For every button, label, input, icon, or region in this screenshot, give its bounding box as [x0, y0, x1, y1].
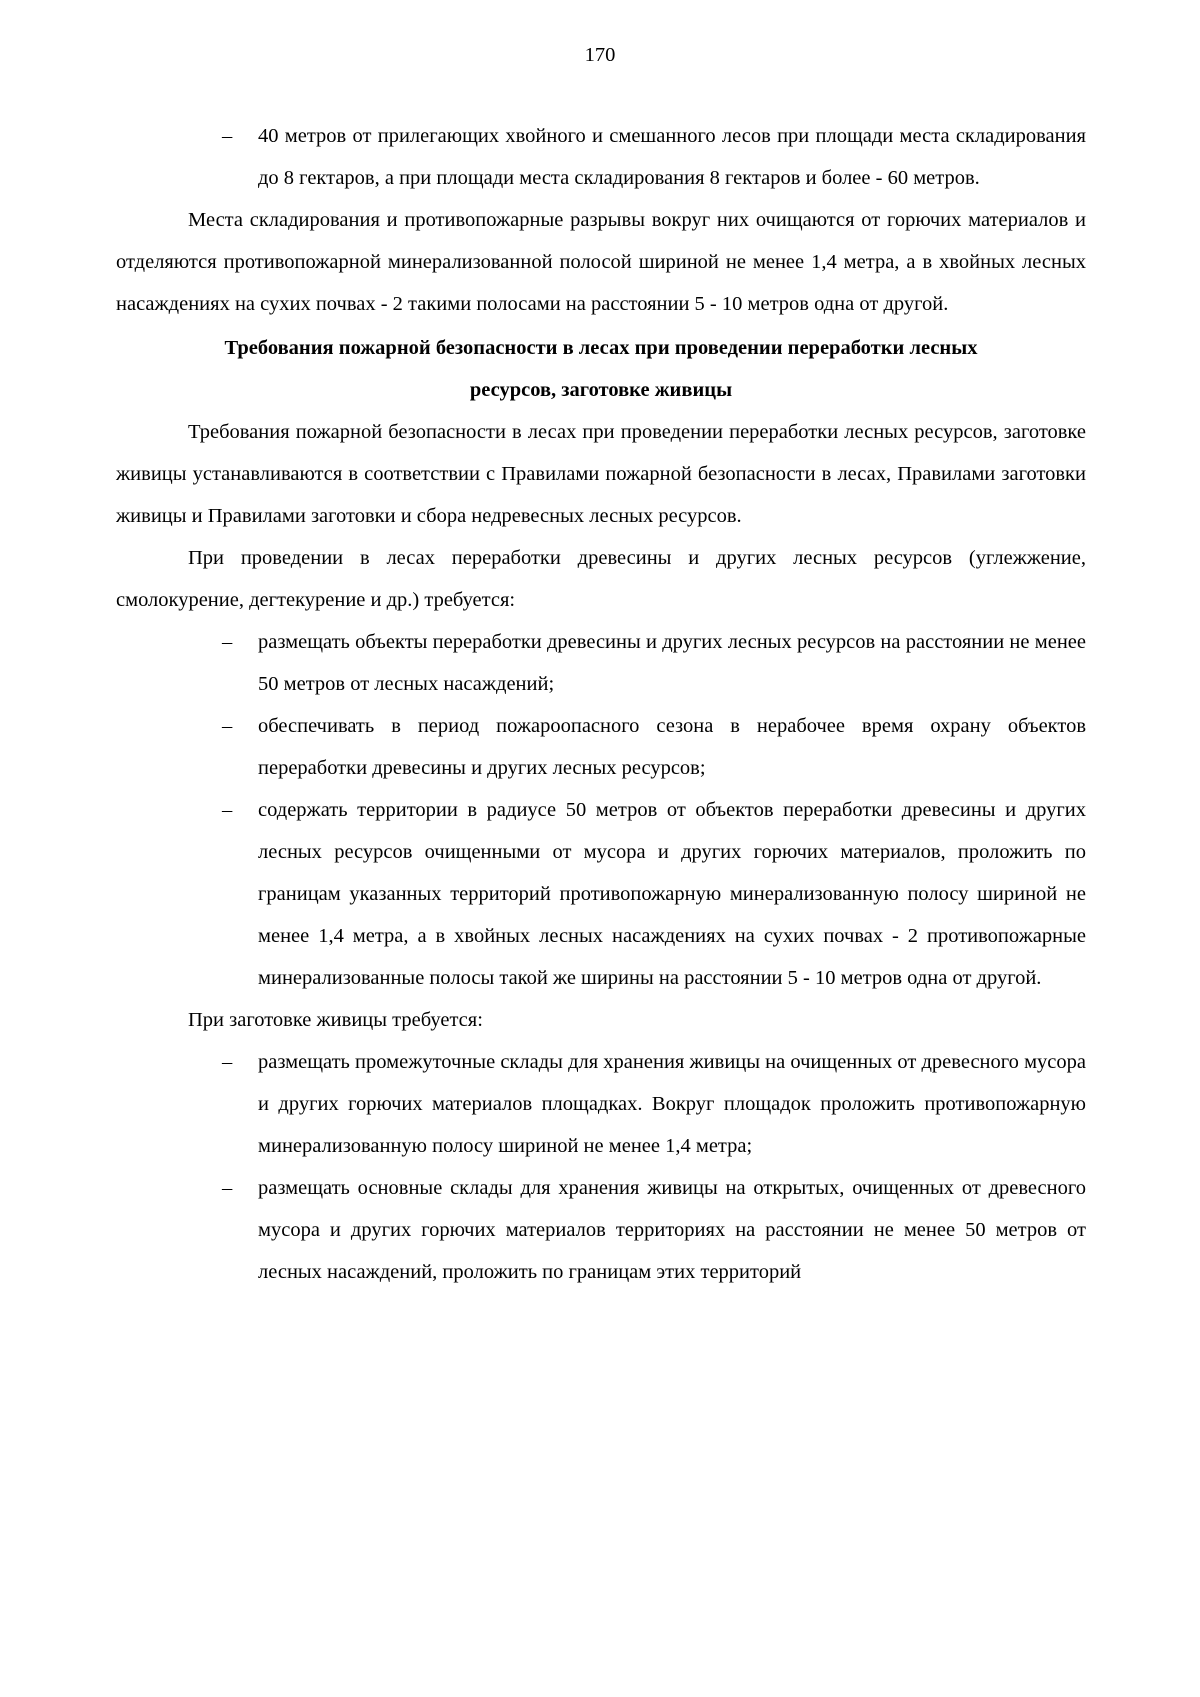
section-heading-line-2: ресурсов, заготовке живицы	[469, 379, 733, 401]
list-item	[116, 705, 1086, 789]
page-content	[116, 115, 1086, 1293]
dash-bullet: –	[222, 125, 233, 147]
section-heading-line-1: Требования пожарной безопасности в лесах при проведении переработки лесных	[224, 337, 978, 359]
list-item-text: размещать промежуточные склады для хранения живицы на очищенных от древесного мусора и других горючих материалов площадках. Вокруг площадок проложить противопожарную минерализованную полосу шириной не менее 1,4 метра;	[258, 1051, 1086, 1157]
list-item-text: размещать основные склады для хранения живицы на открытых, очищенных от древесного мусора и других горючих материалов территориях на расстоянии не менее 50 метров от лесных насаждений, проложить по границам этих территорий	[258, 1177, 1086, 1283]
list-item-text: 40 метров от прилегающих хвойного и смешанного лесов при площади места складирования до 8 гектаров, а при площади места складирования 8 гектаров и более - 60 метров.	[258, 125, 1086, 189]
dash-bullet: –	[222, 1177, 233, 1199]
dash-bullet: –	[222, 799, 233, 821]
list-item-text: обеспечивать в период пожароопасного сезона в нерабочее время охрану объектов переработки древесины и других лесных ресурсов;	[258, 715, 1086, 779]
processing-list	[116, 621, 1086, 999]
list-item	[116, 621, 1086, 705]
page-number: 170	[584, 44, 616, 66]
paragraph-requirements-basis: Требования пожарной безопасности в лесах при проведении переработки лесных ресурсов, заготовке живицы устанавливаются в соответствии с Правилами пожарной безопасности в лесах, Правилами заготовки живицы и Правилами заготовки и сбора недревесных лесных ресурсов.	[116, 421, 1086, 527]
paragraph-storage-cleaning: Места складирования и противопожарные разрывы вокруг них очищаются от горючих материалов и отделяются противопожарной минерализованной полосой шириной не менее 1,4 метра, а в хвойных лесных насаждениях на сухих почвах - 2 такими полосами на расстоянии 5 - 10 метров одна от другой.	[116, 209, 1086, 315]
list-item-text: содержать территории в радиусе 50 метров от объектов переработки древесины и других лесных ресурсов очищенными от мусора и других горючих материалов, проложить по границам указанных территорий противопожарную минерализованную полосу шириной не менее 1,4 метра, а в хвойных лесных насаждениях на сухих почвах - 2 противопожарные минерализованные полосы такой же ширины на расстоянии 5 - 10 метров одна от другой.	[258, 799, 1086, 989]
resin-list	[116, 1041, 1086, 1293]
dash-bullet: –	[222, 715, 233, 737]
list-item	[116, 1167, 1086, 1293]
paragraph-resin-intro: При заготовке живицы требуется:	[188, 1009, 483, 1031]
list-item	[116, 115, 1086, 199]
paragraph-processing-intro: При проведении в лесах переработки древесины и других лесных ресурсов (углежжение, смолокурение, дегтекурение и др.) требуется:	[116, 547, 1086, 611]
dash-bullet: –	[222, 1051, 233, 1073]
list-item	[116, 1041, 1086, 1167]
section-heading	[134, 325, 1068, 411]
dash-bullet: –	[222, 631, 233, 653]
list-item	[116, 789, 1086, 999]
list-item-text: размещать объекты переработки древесины и других лесных ресурсов на расстоянии не менее 50 метров от лесных насаждений;	[258, 631, 1086, 695]
intro-list	[116, 115, 1086, 199]
